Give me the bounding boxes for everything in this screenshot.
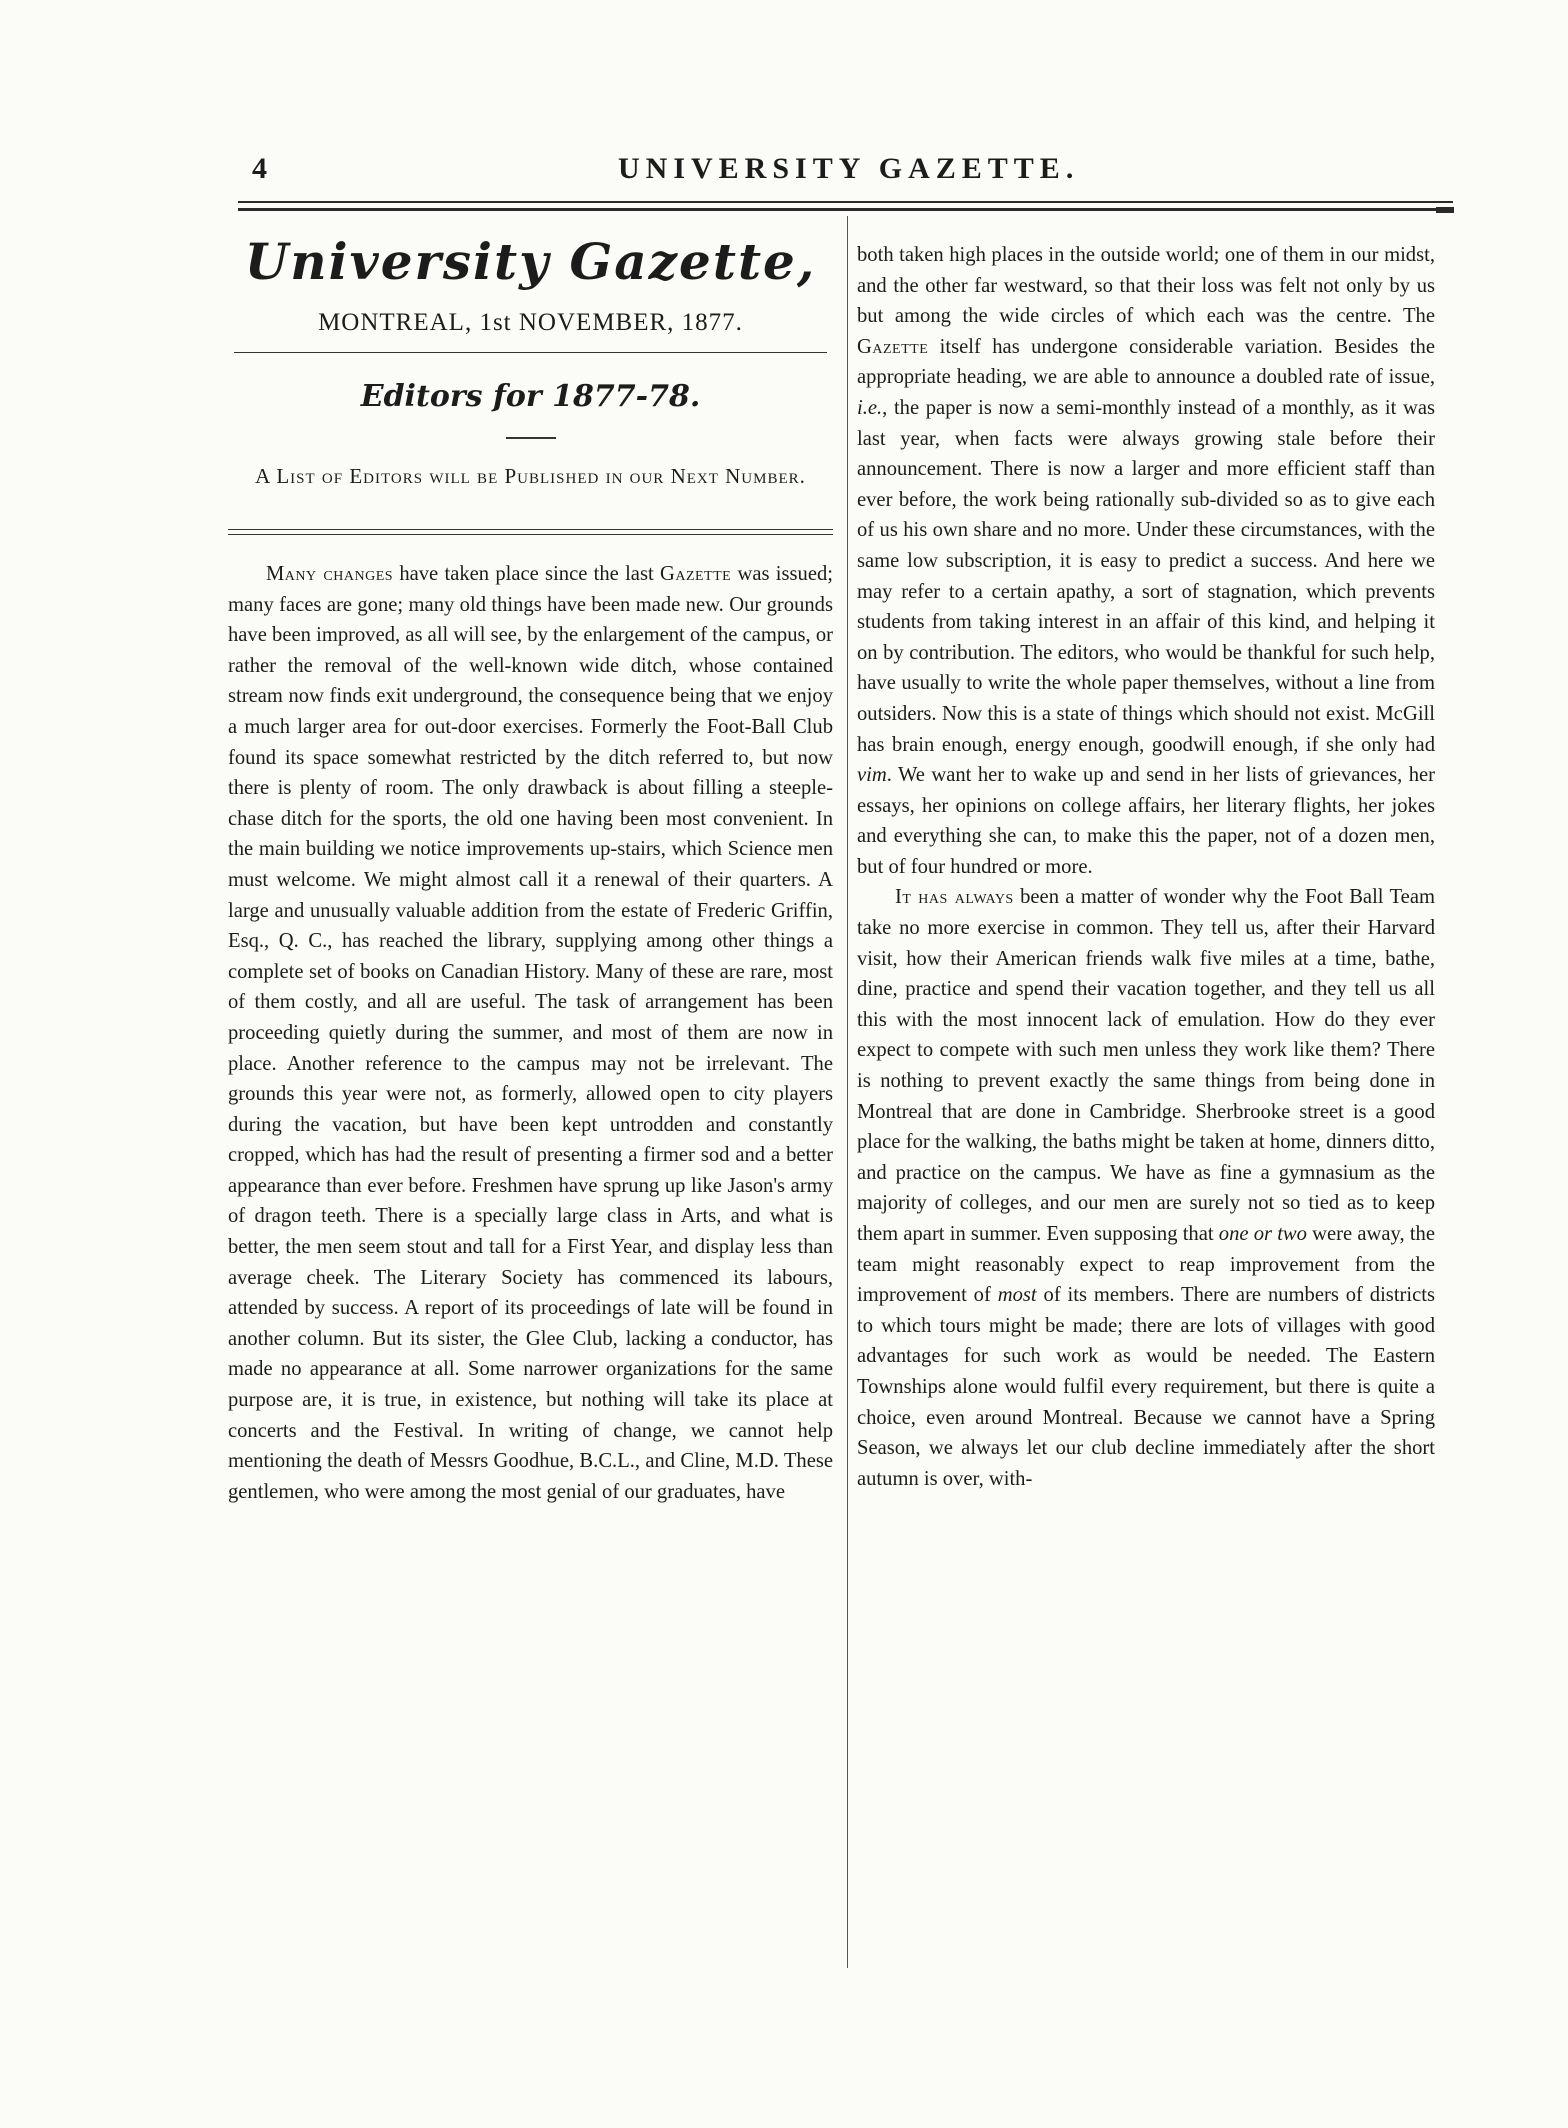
short-rule [506,437,556,439]
head-rule [238,201,1453,203]
article-text: , the paper is now a semi-monthly instead of a monthly, as it was last year, when facts were always growing stale before their announcement. There is now a larger and more efficient staff than ever before, the work being rationally sub-divided so as to give each of us his own share and no more. Under these circumstances, with the same low subscription, it is easy to predict a success. And here we may refer to a certain apathy, a sort of stagnation, which prevents students from taking interest in an affair of this kind, and helping it on by contribution. The editors, who would be thankful for such help, have usually to write the whole paper themselves, without a line from outsiders. Now this is a state of things which should not exist. McGill has brain enough, energy enough, goodwill enough, if she only had [857,396,1435,756]
italic-vim: vim [857,764,887,787]
gazette-word: Gazette [857,335,929,358]
gazette-word: Gazette [659,563,732,585]
article-text: both taken high places in the outside world; one of them in our midst, and the other far westward, so that their loss was felt not only by us but among the wide circles of which each was the centre. The [857,244,1435,328]
article-text: was issued; many faces are gone; many old things have been made new. Our grounds have been improved, as all will see, by the enlargement of the campus, or rather the removal of the well-known wide ditch, whose contained stream now finds exit underground, the consequence being that we enjoy a much larger area for out-door exercises. Formerly the Foot-Ball Club found its space somewhat restricted by the ditch referred to, but now there is plenty of room. The only drawback is about filling a steeple-chase ditch for the sports, the old one having been most convenient. In the main building we notice improvements up-stairs, which Science men must welcome. We might almost call it a renewal of their quarters. A large and unusually valuable addition from the estate of Frederic Griffin, Esq., Q. C., has reached the library, supplying among other things a complete set of books on Canadian History. Many of these are rare, most of them costly, and all are useful. The task of arrangement has been proceeding quietly during the summer, and most of them are now in place. Another reference to the campus may not be irrelevant. The grounds this year were not, as formerly, allowed open to city players during the vacation, but have been kept untrodden and constantly cropped, which has had the result of presenting a firmer sod and a better appearance than ever before. Freshmen have sprung up like Jason's army of dragon teeth. There is a specially large class in Arts, and what is better, the men seem stout and tall for a First Year, and display less than average cheek. The Literary Society has commenced its labours, attended by success. A report of its proceedings of late will be found in another column. But its sister, the Glee Club, lacking a conductor, has made no appearance at all. Some narrower organizations for the same purpose are, it is true, in existence, but nothing will take its place at concerts and the Festival. In writing of change, we cannot help mentioning the death of Messrs Goodhue, B.C.L., and Cline, M.D. These gentlemen, who were among the most genial of our graduates, have [228,563,834,1503]
article-text: were away, the team might reasonably expect to reap improvement from the improvement of [857,1223,1435,1307]
article-changes-continuation [857,240,1435,882]
italic-most: most [997,1284,1037,1307]
article-text: been a matter of wonder why the Foot Ball Team take no more exercise in common. They tell us, after their Harvard visit, how their American friends walk five miles at a time, bathe, dine, practice and spend their vacation together, and they tell us all this with the most innocent lack of emulation. How do they ever expect to compete with such men unless they work like them? There is nothing to prevent exactly the same things from being done in Montreal that are done in Cambridge. Sherbrooke street is a good place for the walking, the baths might be taken at home, dinners ditto, and practice on the campus. We have as fine a gymnasium as the majority of colleges, and our men are surely not so tied as to keep them apart in summer. Even supposing that [857,886,1435,1245]
article-lead-words: Many changes [266,563,394,585]
italic-one-or-two: one or two [1218,1223,1307,1245]
masthead-rule [234,352,827,353]
column-divider [847,216,848,1968]
running-title: UNIVERSITY GAZETTE. [618,152,1080,185]
head-rule-ornament [1436,207,1454,213]
italic-ie: i.e. [857,396,883,419]
article-lead-words: It has always [895,886,1014,909]
page-number: 4 [252,152,267,185]
head-rule-thick [238,208,1443,211]
article-changes [228,559,833,1507]
dateline: MONTREAL, 1st NOVEMBER, 1877. [318,309,743,336]
editors-notice: A List of Editors will be Published in our Next Number. [255,464,806,488]
article-text: have taken place since the last [393,563,660,585]
editors-heading: Editors for 1877-78. [360,379,701,414]
article-text: of its members. There are numbers of districts to which tours might be made; there are lots of villages with good advantages for such work as would be needed. The Eastern Townships alone would fulfil every requirement, but there is quite a choice, even around Montreal. Because we cannot have a Spring Season, we always let our club decline immediately after the short autumn is over, with- [857,1284,1435,1490]
left-column [228,222,833,1507]
section-rule [228,529,833,535]
article-text: . We want her to wake up and send in her lists of grievances, her essays, her opinions on college affairs, her literary flights, her jokes and everything she can, to make this the paper, not of a dozen men, but of four hundred or more. [857,764,1435,878]
right-column [857,240,1435,1494]
running-head [238,150,1328,194]
article-changes-paragraph [228,559,833,1507]
masthead-title: University Gazette, [244,232,817,291]
article-text: itself has undergone considerable variation. Besides the appropriate heading, we are able to announce a doubled rate of issue, [857,335,1435,389]
article-football-paragraph [857,882,1435,1494]
